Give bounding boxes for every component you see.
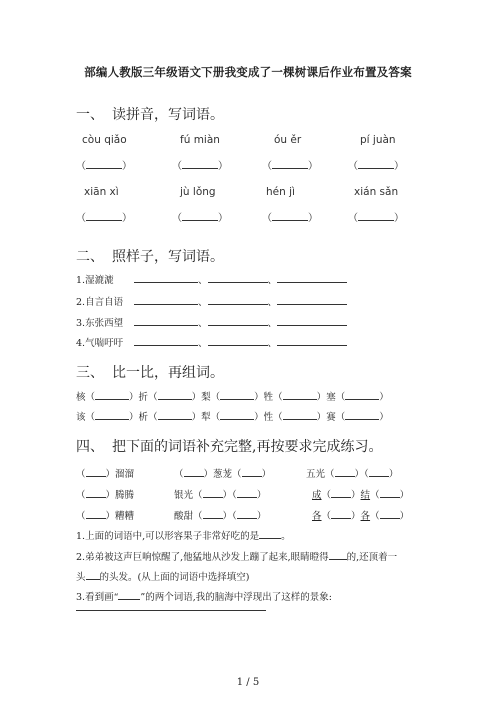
paren: ） xyxy=(254,412,264,423)
character: 塞 xyxy=(326,392,336,403)
pattern-row xyxy=(76,334,347,349)
answer-line[interactable] xyxy=(203,508,223,519)
paren: ） xyxy=(261,469,272,480)
answer-blank[interactable] xyxy=(348,209,404,224)
section-number: 三、 xyxy=(76,365,104,381)
paren: （ xyxy=(210,412,221,423)
answer-line[interactable] xyxy=(331,508,351,519)
paren: （ xyxy=(85,392,96,403)
paren: （ xyxy=(193,490,203,501)
question-3 xyxy=(76,589,332,603)
section-number: 四、 xyxy=(76,439,104,455)
answer-line[interactable] xyxy=(220,409,254,420)
paren: （ xyxy=(76,511,86,522)
paren: （ xyxy=(76,161,86,172)
paren: （ xyxy=(148,392,158,403)
separator: 、 xyxy=(267,338,278,349)
pattern-word: 2.自言自语 xyxy=(76,297,124,308)
paren: ） xyxy=(218,213,228,224)
answer-line[interactable] xyxy=(259,528,281,539)
page-number: 1 / 5 xyxy=(236,677,260,688)
paren: （ xyxy=(232,490,237,501)
question-text: 1.上面的词语中,可以形容果子非常好吃的是 xyxy=(76,531,260,542)
answer-line[interactable] xyxy=(208,271,268,283)
fill-item xyxy=(76,466,134,480)
paren: ） xyxy=(379,412,389,423)
fill-item xyxy=(306,466,398,480)
paren: ） xyxy=(218,161,228,172)
paren: ） xyxy=(351,490,361,501)
answer-line[interactable] xyxy=(380,487,400,498)
paren: ） xyxy=(394,213,404,224)
paren: （ xyxy=(364,469,369,480)
pinyin: óu ěr xyxy=(274,134,302,146)
word: 五光 xyxy=(306,469,326,480)
question-text: 头 xyxy=(76,572,86,583)
word: 银光 xyxy=(174,490,194,501)
answer-blank[interactable] xyxy=(172,157,228,172)
paren: ） xyxy=(222,490,233,501)
answer-line[interactable] xyxy=(329,549,347,560)
word: 葱茏 xyxy=(213,469,233,480)
answer-line[interactable] xyxy=(345,409,379,420)
answer-blank[interactable] xyxy=(76,157,132,172)
answer-line[interactable] xyxy=(86,569,100,580)
section-2-heading xyxy=(76,246,224,266)
word: 溜溜 xyxy=(115,469,135,480)
paren: ） xyxy=(122,213,132,224)
document-title: 部编人教版三年级语文下册我变成了一棵树课后作业布置及答案 xyxy=(84,65,412,79)
pinyin: xiān xì xyxy=(84,186,119,198)
paren: ） xyxy=(316,392,327,403)
paren: ） xyxy=(399,511,410,522)
answer-line[interactable] xyxy=(208,293,268,305)
compare-row xyxy=(76,389,389,403)
answer-line[interactable] xyxy=(203,487,223,498)
pinyin: pí juàn xyxy=(360,134,396,146)
answer-line[interactable] xyxy=(331,487,351,498)
answer-line[interactable] xyxy=(86,508,106,519)
paren: ） xyxy=(129,412,139,423)
paren: （ xyxy=(232,469,242,480)
paren: （ xyxy=(210,392,221,403)
word: 各 xyxy=(360,511,371,522)
paren: ） xyxy=(399,490,410,501)
section-4-heading xyxy=(76,436,382,456)
pinyin: còu qiǎo xyxy=(82,134,127,146)
paren: ） xyxy=(308,161,318,172)
paren: （ xyxy=(273,392,283,403)
paren: ） xyxy=(379,392,389,403)
paren: （ xyxy=(76,490,86,501)
question-2-line-1 xyxy=(76,549,397,563)
answer-line[interactable] xyxy=(237,487,257,498)
paren: （ xyxy=(85,412,96,423)
character: 梨 xyxy=(201,392,211,403)
pinyin: fú miàn xyxy=(180,134,220,146)
answer-line[interactable] xyxy=(220,389,254,400)
paren: ） xyxy=(394,161,404,172)
answer-line[interactable] xyxy=(237,508,257,519)
section-label: 读拼音，写词语。 xyxy=(112,107,224,123)
separator: 、 xyxy=(267,297,278,308)
paren: ） xyxy=(308,213,318,224)
pinyin: hén jì xyxy=(266,186,295,198)
answer-line[interactable] xyxy=(335,466,355,477)
fill-item xyxy=(312,487,409,501)
paren: （ xyxy=(348,161,358,172)
answer-line[interactable] xyxy=(242,466,262,477)
word: 糟糟 xyxy=(115,511,135,522)
paren: ） xyxy=(122,161,132,172)
answer-line[interactable] xyxy=(277,271,347,283)
section-number: 二、 xyxy=(76,249,104,265)
paren: （ xyxy=(174,469,184,480)
section-3-heading xyxy=(76,362,224,382)
section-label: 比一比，再组词。 xyxy=(112,365,224,381)
paren: （ xyxy=(325,469,335,480)
pattern-row xyxy=(76,314,347,329)
answer-line[interactable] xyxy=(158,389,192,400)
paren: ） xyxy=(354,469,365,480)
question-1 xyxy=(76,528,291,542)
paren: ） xyxy=(191,412,202,423)
paren: （ xyxy=(273,412,283,423)
word: 酸甜 xyxy=(174,511,194,522)
fill-item xyxy=(76,487,134,501)
answer-blank[interactable] xyxy=(348,157,404,172)
question-text: ”的两个词语,我的脑海中浮现出了这样的景象: xyxy=(140,592,332,603)
paren: ） xyxy=(105,490,116,501)
paren: （ xyxy=(262,161,272,172)
answer-line[interactable] xyxy=(208,314,268,326)
paren: （ xyxy=(321,490,332,501)
paren: （ xyxy=(370,490,380,501)
section-number: 一、 xyxy=(76,107,104,123)
character: 犁 xyxy=(201,412,211,423)
paren: （ xyxy=(76,213,86,224)
answer-line[interactable] xyxy=(184,466,204,477)
answer-line[interactable] xyxy=(95,409,129,420)
question-text: 。 xyxy=(281,531,291,542)
paren: （ xyxy=(335,412,346,423)
character: 核 xyxy=(76,392,86,403)
answer-line[interactable] xyxy=(208,334,268,346)
answer-line[interactable] xyxy=(277,334,347,346)
paren: ） xyxy=(203,469,214,480)
question-2-line-2 xyxy=(76,569,249,583)
answer-line[interactable] xyxy=(95,389,129,400)
paren: （ xyxy=(193,511,203,522)
paren: ） xyxy=(316,412,327,423)
paren: ） xyxy=(105,469,116,480)
answer-line[interactable] xyxy=(134,271,198,283)
separator: 、 xyxy=(198,275,208,286)
character: 该 xyxy=(76,412,86,423)
separator: 、 xyxy=(198,338,208,349)
answer-line[interactable] xyxy=(283,389,317,400)
separator: 、 xyxy=(198,297,208,308)
paren: ） xyxy=(222,511,233,522)
word: 成 xyxy=(312,490,322,501)
question-text: 的,还顶着一 xyxy=(346,552,398,563)
paren: （ xyxy=(321,511,332,522)
section-label: 照样子，写词语。 xyxy=(112,249,224,265)
paren: ） xyxy=(129,392,139,403)
word: 结 xyxy=(360,490,371,501)
answer-line[interactable] xyxy=(134,314,198,326)
fill-item xyxy=(312,508,409,522)
paren: （ xyxy=(172,213,182,224)
character: 牲 xyxy=(263,392,274,403)
answer-blank[interactable] xyxy=(262,209,318,224)
fill-item xyxy=(174,508,266,522)
pattern-row xyxy=(76,293,347,308)
answer-line[interactable] xyxy=(134,334,198,346)
pinyin: xián sǎn xyxy=(354,186,399,198)
separator: 、 xyxy=(267,275,278,286)
pattern-word: 4.气喘吁吁 xyxy=(76,338,124,349)
answer-line[interactable] xyxy=(380,508,400,519)
paren: （ xyxy=(76,469,86,480)
character: 折 xyxy=(138,392,149,403)
fill-item xyxy=(76,508,134,522)
separator: 、 xyxy=(267,318,278,329)
question-text: 的头发。(从上面的词语中选择填空) xyxy=(99,572,250,583)
answer-line[interactable] xyxy=(86,487,106,498)
character: 赛 xyxy=(326,412,336,423)
section-label: 把下面的词语补充完整,再按要求完成练习。 xyxy=(112,439,383,455)
paren: （ xyxy=(370,511,380,522)
answer-line[interactable] xyxy=(277,293,347,305)
answer-line[interactable] xyxy=(283,409,317,420)
paren: （ xyxy=(348,213,358,224)
paren: （ xyxy=(262,213,272,224)
character: 性 xyxy=(263,412,274,423)
pattern-word: 1.湿漉漉 xyxy=(76,275,114,286)
pattern-row xyxy=(76,271,347,286)
paren: ） xyxy=(256,490,267,501)
word: 腾腾 xyxy=(115,490,135,501)
answer-line[interactable] xyxy=(86,466,106,477)
paren: （ xyxy=(172,161,182,172)
pinyin: jù lǒng xyxy=(180,186,216,198)
answer-line[interactable] xyxy=(118,589,140,600)
answer-line[interactable] xyxy=(369,466,389,477)
answer-blank[interactable] xyxy=(262,157,318,172)
paren: ） xyxy=(105,511,116,522)
answer-line[interactable] xyxy=(76,610,266,611)
section-1-heading xyxy=(76,104,224,124)
question-text: 2.弟弟被这声巨响惊醒了,他猛地从沙发上蹦了起来,眼睛瞪得 xyxy=(76,552,329,563)
paren: ） xyxy=(351,511,361,522)
pattern-word: 3.东张西望 xyxy=(76,318,124,329)
answer-line[interactable] xyxy=(134,293,198,305)
paren: ） xyxy=(388,469,399,480)
question-text: 3.看到画“ xyxy=(76,592,119,603)
compare-row xyxy=(76,409,389,423)
answer-blank[interactable] xyxy=(76,209,132,224)
fill-item xyxy=(174,466,271,480)
fill-item xyxy=(174,487,266,501)
paren: ） xyxy=(254,392,264,403)
answer-line[interactable] xyxy=(158,409,192,420)
paren: （ xyxy=(335,392,346,403)
paren: ） xyxy=(191,392,202,403)
character: 析 xyxy=(138,412,149,423)
answer-line[interactable] xyxy=(345,389,379,400)
separator: 、 xyxy=(198,318,208,329)
paren: （ xyxy=(232,511,237,522)
answer-line[interactable] xyxy=(277,314,347,326)
word: 各 xyxy=(312,511,322,522)
answer-blank[interactable] xyxy=(172,209,228,224)
paren: （ xyxy=(148,412,158,423)
paren: ） xyxy=(256,511,267,522)
